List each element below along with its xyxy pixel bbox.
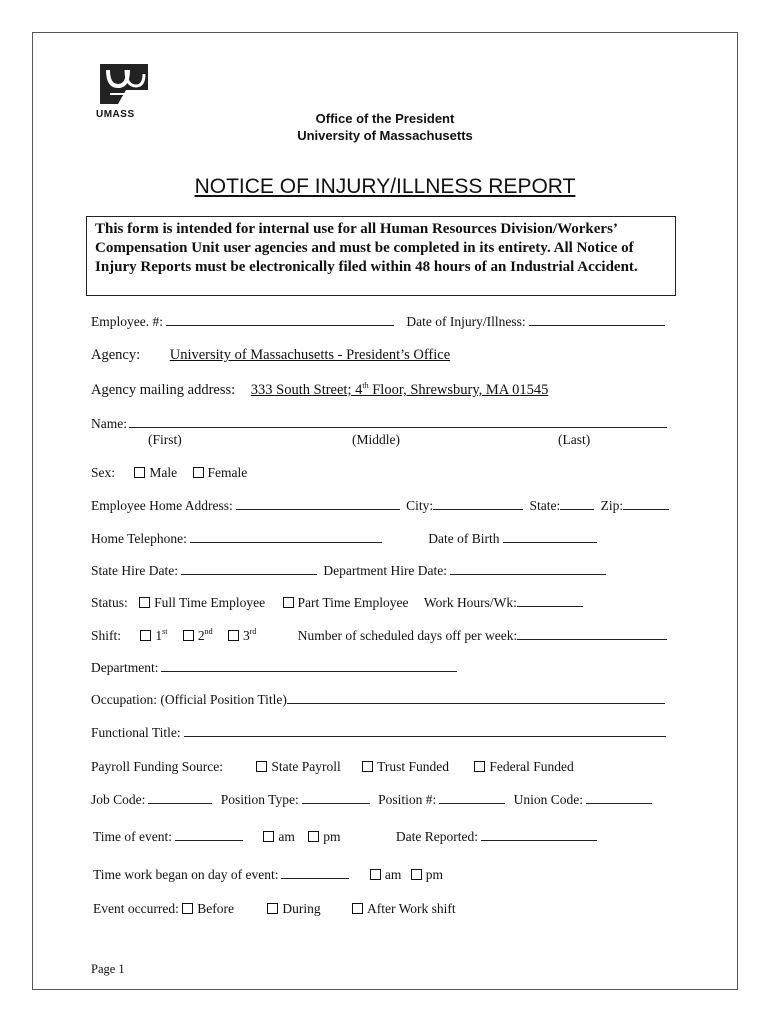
dept-hire-label: Department Hire Date:	[323, 563, 448, 578]
work-began-label: Time work began on day of event:	[93, 867, 279, 882]
office-title: Office of the President	[315, 111, 455, 126]
position-type-label: Position Type:	[220, 792, 299, 807]
shift-1-label	[155, 628, 167, 643]
full-time-checkbox[interactable]	[139, 597, 150, 608]
date-injury-label: Date of Injury/Illness:	[406, 314, 526, 329]
occupation-label: Occupation: (Official Position Title)	[91, 692, 287, 707]
work-began-pm-label: pm	[425, 867, 443, 882]
mailing-sup: th	[362, 381, 369, 390]
state-label: State:	[529, 498, 561, 513]
state-payroll-label: State Payroll	[271, 759, 341, 774]
home-address-label: Employee Home Address:	[91, 498, 233, 513]
zip-label: Zip:	[600, 498, 624, 513]
federal-funded-checkbox[interactable]	[474, 761, 485, 772]
work-began-am-label: am	[384, 867, 402, 882]
home-address-field[interactable]	[236, 508, 400, 510]
mailing-row	[91, 382, 548, 399]
city-label: City:	[406, 498, 434, 513]
time-event-label: Time of event:	[93, 829, 172, 844]
shift-3-label	[243, 628, 256, 643]
work-began-pm-checkbox[interactable]	[411, 869, 422, 880]
page-title: NOTICE OF INJURY/ILLNESS REPORT	[194, 175, 576, 198]
part-time-label: Part Time Employee	[297, 595, 409, 610]
occupation-field[interactable]	[287, 702, 665, 704]
full-time-label: Full Time Employee	[154, 595, 266, 610]
home-phone-label: Home Telephone:	[91, 531, 187, 546]
name-last-caption: (Last)	[558, 432, 591, 447]
time-event-am-label: am	[278, 829, 295, 844]
union-code-label: Union Code:	[513, 792, 583, 807]
notice-box	[86, 216, 676, 296]
umass-logo	[96, 60, 152, 120]
state-field[interactable]	[560, 508, 594, 510]
mailing-value	[251, 382, 549, 398]
home-address-row	[91, 498, 672, 514]
event-occurred-label: Event occurred:	[93, 901, 179, 916]
shift-2-checkbox[interactable]	[183, 630, 194, 641]
female-label: Female	[207, 465, 248, 480]
functional-title-row	[91, 725, 669, 741]
state-hire-field[interactable]	[181, 573, 317, 575]
zip-field[interactable]	[623, 508, 669, 510]
mailing-label: Agency mailing address:	[91, 382, 236, 398]
shift-2-num: 2	[197, 628, 205, 643]
work-hours-label: Work Hours/Wk:	[423, 595, 517, 610]
shift-3-sup: rd	[249, 627, 257, 636]
before-checkbox[interactable]	[182, 903, 193, 914]
shift-2-label	[198, 628, 213, 643]
department-label: Department:	[91, 660, 159, 675]
payroll-row	[91, 759, 574, 775]
functional-title-label: Functional Title:	[91, 725, 181, 740]
shift-1-checkbox[interactable]	[140, 630, 151, 641]
position-type-field[interactable]	[302, 802, 370, 804]
federal-funded-label: Federal Funded	[489, 759, 574, 774]
umass-logo-mark	[96, 60, 152, 106]
department-row	[91, 660, 460, 676]
hire-row	[91, 563, 609, 579]
shift-row	[91, 628, 670, 644]
occupation-row	[91, 692, 668, 708]
time-event-field[interactable]	[175, 839, 243, 841]
date-injury-field[interactable]	[529, 324, 665, 326]
union-code-field[interactable]	[586, 802, 652, 804]
after-shift-label: After Work shift	[366, 901, 456, 916]
name-label: Name:	[91, 416, 127, 431]
sex-row	[91, 465, 247, 481]
after-shift-checkbox[interactable]	[352, 903, 363, 914]
mailing-value-b: Floor, Shrewsbury, MA 01545	[368, 382, 549, 398]
days-off-field[interactable]	[517, 638, 667, 640]
during-checkbox[interactable]	[267, 903, 278, 914]
work-began-field[interactable]	[281, 877, 349, 879]
job-code-label: Job Code:	[91, 792, 146, 807]
notice-text: This form is intended for internal use for all Human Resources Division/Workers’ Compensation Unit user agencies and must be completed in its entirety. All Notice of Injury Reports must be electronically filed within 48 hours of an Industrial Accident.	[95, 221, 638, 275]
dob-field[interactable]	[503, 541, 597, 543]
shift-2-sup: nd	[204, 627, 213, 636]
mailing-value-a: 333 South Street; 4	[250, 382, 363, 398]
employee-row	[91, 314, 668, 330]
time-event-am-checkbox[interactable]	[263, 831, 274, 842]
state-hire-label: State Hire Date:	[91, 563, 178, 578]
work-hours-field[interactable]	[517, 605, 583, 607]
date-reported-label: Date Reported:	[395, 829, 478, 844]
work-began-am-checkbox[interactable]	[370, 869, 381, 880]
position-no-field[interactable]	[439, 802, 505, 804]
dept-hire-field[interactable]	[450, 573, 606, 575]
event-occurred-row	[93, 901, 456, 917]
shift-3-checkbox[interactable]	[228, 630, 239, 641]
home-phone-field[interactable]	[190, 541, 382, 543]
shift-1-num: 1	[155, 628, 163, 643]
trust-funded-checkbox[interactable]	[362, 761, 373, 772]
male-checkbox[interactable]	[134, 467, 145, 478]
agency-label: Agency:	[91, 347, 141, 363]
dob-label: Date of Birth	[428, 531, 500, 546]
position-no-label: Position #:	[378, 792, 437, 807]
telephone-row	[91, 531, 600, 547]
job-code-row	[91, 792, 655, 808]
employee-number-label: Employee. #:	[91, 314, 163, 329]
agency-value: University of Massachusetts - President’s Office	[169, 347, 451, 363]
male-label: Male	[149, 465, 178, 480]
status-label: Status:	[91, 595, 128, 610]
name-first-caption: (First)	[148, 432, 182, 447]
work-began-row	[93, 867, 443, 883]
during-label: During	[282, 901, 321, 916]
date-reported-field[interactable]	[481, 839, 597, 841]
shift-1-sup: st	[162, 627, 168, 636]
payroll-label: Payroll Funding Source:	[91, 759, 223, 774]
logo-text: UMASS	[96, 109, 135, 120]
sex-label: Sex:	[91, 465, 116, 480]
trust-funded-label: Trust Funded	[377, 759, 450, 774]
time-event-pm-checkbox[interactable]	[308, 831, 319, 842]
page-number: Page 1	[91, 962, 125, 976]
agency-row	[91, 347, 450, 364]
shift-3-num: 3	[242, 628, 250, 643]
name-middle-caption: (Middle)	[352, 432, 400, 447]
functional-title-field[interactable]	[184, 735, 666, 737]
time-event-row	[93, 829, 600, 845]
state-payroll-checkbox[interactable]	[256, 761, 267, 772]
name-row	[91, 416, 670, 432]
part-time-checkbox[interactable]	[283, 597, 294, 608]
university-title: University of Massachusetts	[297, 128, 473, 143]
name-field[interactable]	[129, 426, 667, 428]
before-label: Before	[197, 901, 234, 916]
shift-label: Shift:	[91, 628, 122, 643]
job-code-field[interactable]	[148, 802, 212, 804]
time-event-pm-label: pm	[323, 829, 341, 844]
city-field[interactable]	[433, 508, 523, 510]
employee-number-field[interactable]	[166, 324, 394, 326]
days-off-label: Number of scheduled days off per week:	[297, 628, 518, 643]
department-field[interactable]	[161, 670, 457, 672]
status-row	[91, 595, 586, 611]
female-checkbox[interactable]	[193, 467, 204, 478]
